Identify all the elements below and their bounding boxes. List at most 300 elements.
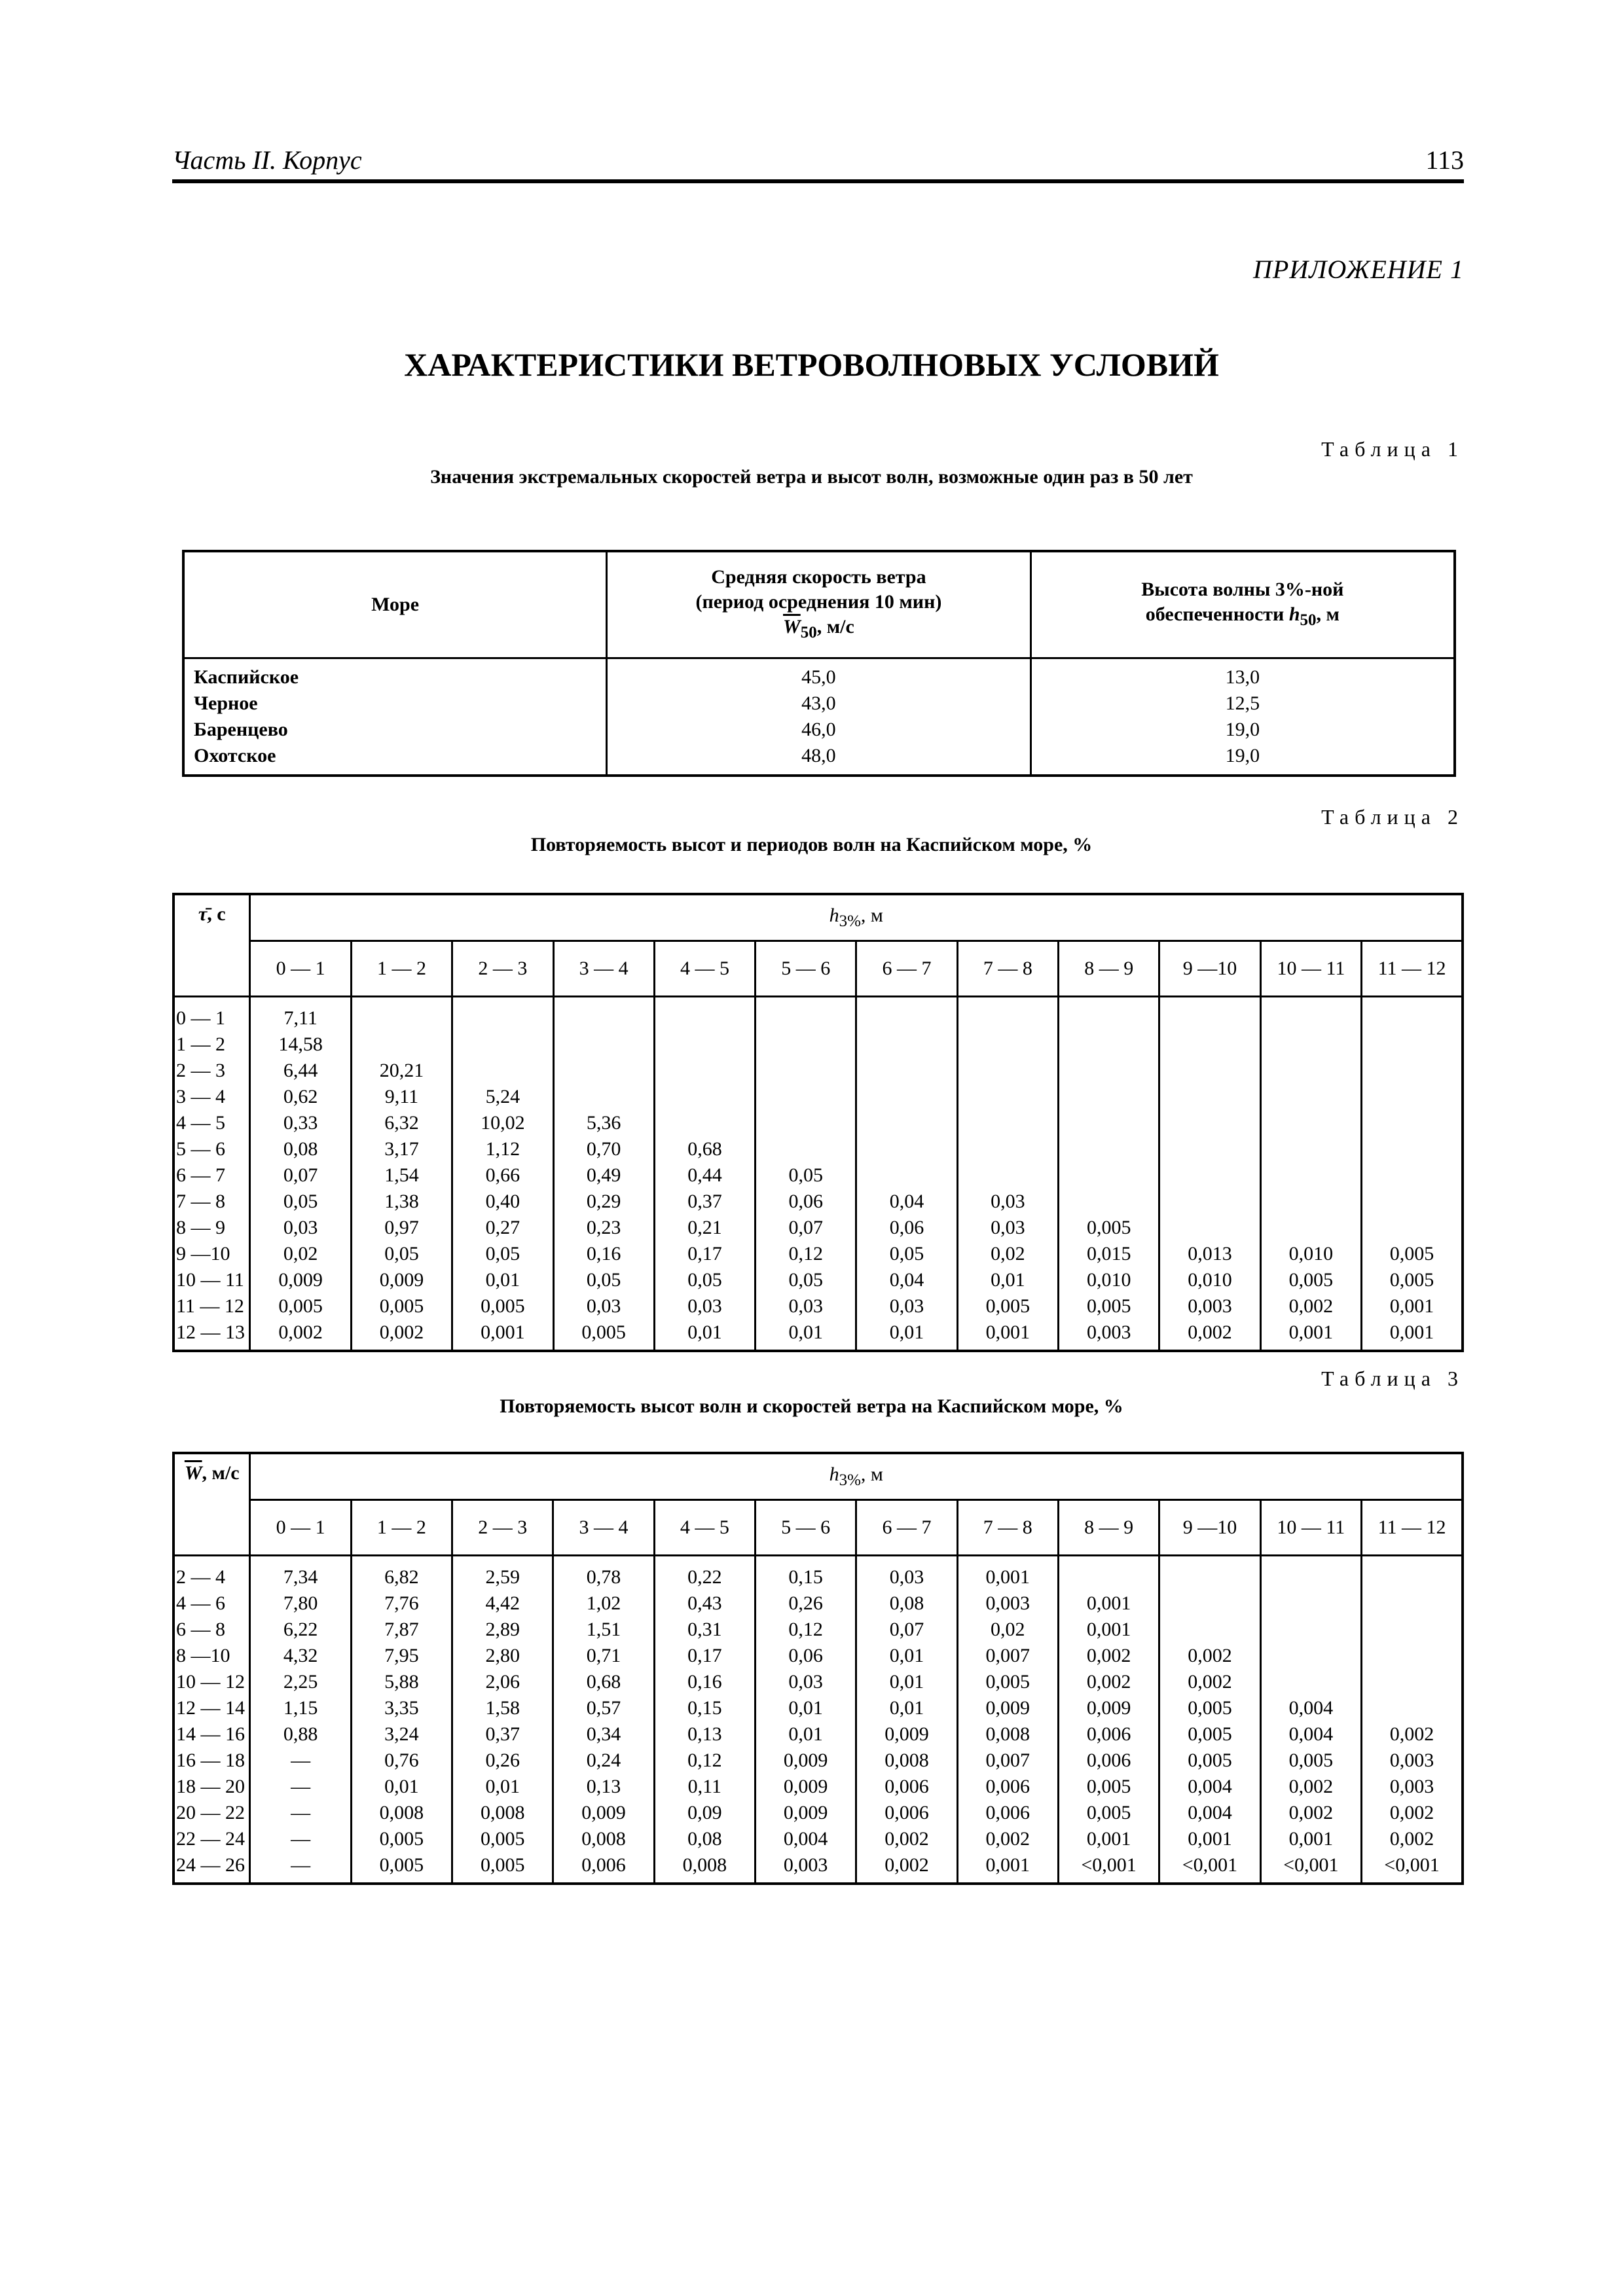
table-cell [1159, 1084, 1260, 1110]
table-cell: 0,002 [351, 1319, 452, 1351]
height-symbol: h [829, 1463, 839, 1485]
table-cell: 0,005 [351, 1293, 452, 1319]
table-cell: 0,005 [553, 1319, 654, 1351]
table-cell [553, 1031, 654, 1058]
table2-range-row [173, 941, 1463, 997]
table-cell [1260, 1110, 1361, 1136]
table-cell [654, 1058, 755, 1084]
table-row [183, 743, 1455, 776]
table-cell: 0,01 [755, 1695, 856, 1721]
table-cell: 0,26 [755, 1590, 856, 1617]
height-symbol: h [829, 905, 839, 926]
table-cell: <0,001 [1260, 1852, 1361, 1884]
table-cell: 0,01 [957, 1267, 1058, 1293]
row-range-label: 12 — 14 [173, 1695, 250, 1721]
table-cell: 0,001 [1260, 1826, 1361, 1852]
table1 [182, 550, 1456, 777]
height-subscript: 3% [839, 912, 861, 930]
table-cell: 0,006 [856, 1800, 957, 1826]
table-cell: 0,12 [654, 1748, 755, 1774]
table-row [173, 1800, 1463, 1826]
table-cell: 0,44 [654, 1162, 755, 1189]
table3-label: Таблица 3 [1321, 1367, 1464, 1390]
table-cell: 0,01 [856, 1643, 957, 1669]
table-cell [1059, 1084, 1159, 1110]
table-cell [351, 997, 452, 1032]
table-cell [1260, 1136, 1361, 1162]
table-cell: 1,02 [553, 1590, 654, 1617]
height-unit: , м [860, 905, 883, 926]
table-cell: 7,80 [250, 1590, 351, 1617]
table-row [173, 1058, 1463, 1084]
table-cell [756, 1031, 856, 1058]
row-range-label: 3 — 4 [173, 1084, 250, 1110]
wind-value: 46,0 [607, 717, 1031, 743]
table-cell: 2,89 [452, 1617, 553, 1643]
table-cell: 0,05 [553, 1267, 654, 1293]
wave-value: 12,5 [1030, 691, 1455, 717]
table-cell: 0,003 [755, 1852, 856, 1884]
table-cell: 0,010 [1260, 1241, 1361, 1267]
table-cell: 0,010 [1059, 1267, 1159, 1293]
table-cell: 10,02 [452, 1110, 553, 1136]
table-cell: 0,01 [856, 1669, 957, 1695]
table-cell [1059, 1031, 1159, 1058]
table2-corner-header [173, 894, 250, 997]
table-cell: 0,004 [1159, 1774, 1260, 1800]
table-cell: 0,001 [1362, 1293, 1463, 1319]
table-cell: 0,002 [1058, 1643, 1159, 1669]
table1-header-row [183, 551, 1455, 658]
table-cell: 0,009 [856, 1721, 957, 1748]
table-row [173, 1617, 1463, 1643]
table3-height-header [250, 1453, 1463, 1500]
table-cell: 0,68 [654, 1136, 755, 1162]
table-cell [856, 1162, 957, 1189]
table-cell: 3,35 [351, 1695, 452, 1721]
table-cell: 0,008 [553, 1826, 654, 1852]
table-cell: 0,006 [856, 1774, 957, 1800]
table-cell: 0,001 [1058, 1826, 1159, 1852]
height-range-header: 0 — 1 [250, 1500, 351, 1556]
table-cell: 0,001 [1159, 1826, 1260, 1852]
table-cell: 0,013 [1159, 1241, 1260, 1267]
table-cell [452, 1031, 553, 1058]
table-cell: 0,27 [452, 1215, 553, 1241]
table-cell: 0,01 [856, 1319, 957, 1351]
table-cell [1362, 1215, 1463, 1241]
table-cell: 0,003 [1159, 1293, 1260, 1319]
table-cell: 0,04 [856, 1189, 957, 1215]
table-row [183, 658, 1455, 691]
table-cell: 0,29 [553, 1189, 654, 1215]
sea-name: Каспийское [183, 658, 607, 691]
table-row [173, 1826, 1463, 1852]
page-number: 113 [1425, 145, 1464, 175]
table-row [173, 997, 1463, 1032]
table-cell [957, 1031, 1058, 1058]
table-cell [1362, 1669, 1463, 1695]
table-row [183, 717, 1455, 743]
height-range-header: 3 — 4 [553, 941, 654, 997]
table-row [173, 1319, 1463, 1351]
table-cell [1159, 1136, 1260, 1162]
table-cell [654, 1110, 755, 1136]
table-cell [351, 1031, 452, 1058]
table-cell: 0,34 [553, 1721, 654, 1748]
table-cell [1059, 1189, 1159, 1215]
table-cell: 0,002 [250, 1319, 351, 1351]
table-cell: 0,005 [1362, 1241, 1463, 1267]
table-cell [1362, 1617, 1463, 1643]
wind-subscript: 50 [800, 623, 817, 641]
table-cell: 0,005 [250, 1293, 351, 1319]
table-cell: 0,12 [755, 1617, 856, 1643]
height-range-header: 3 — 4 [553, 1500, 654, 1556]
table-cell: 0,002 [1362, 1826, 1463, 1852]
row-range-label: 24 — 26 [173, 1852, 250, 1884]
table-cell: 0,002 [856, 1852, 957, 1884]
table-cell: 0,97 [351, 1215, 452, 1241]
table-cell [654, 997, 755, 1032]
table-cell: 0,009 [553, 1800, 654, 1826]
table-cell: 0,16 [654, 1669, 755, 1695]
table-cell: 6,82 [351, 1556, 452, 1591]
table-cell: 0,01 [452, 1774, 553, 1800]
table-row [173, 1590, 1463, 1617]
table-cell: 0,005 [1159, 1721, 1260, 1748]
table-cell [452, 1058, 553, 1084]
table-cell: 4,32 [250, 1643, 351, 1669]
running-header-title: Часть II. Корпус [172, 145, 362, 175]
row-range-label: 14 — 16 [173, 1721, 250, 1748]
table-cell [1260, 1669, 1361, 1695]
table-cell: 20,21 [351, 1058, 452, 1084]
height-range-header: 9 —10 [1159, 941, 1260, 997]
table-cell: 0,005 [452, 1293, 553, 1319]
table-cell [1159, 1590, 1260, 1617]
table-row [173, 1695, 1463, 1721]
table-cell: 0,01 [452, 1267, 553, 1293]
table1-col-wave-line1: Высота волны 3%-ной [1141, 578, 1344, 600]
table-cell [1260, 1643, 1361, 1669]
table-cell [1260, 1617, 1361, 1643]
table-cell: — [250, 1774, 351, 1800]
row-range-label: 10 — 12 [173, 1669, 250, 1695]
table-cell: 0,002 [957, 1826, 1058, 1852]
table-cell: <0,001 [1159, 1852, 1260, 1884]
table-cell: 0,33 [250, 1110, 351, 1136]
table-cell: 0,88 [250, 1721, 351, 1748]
table-cell [1260, 1084, 1361, 1110]
table-cell: 0,66 [452, 1162, 553, 1189]
table-row [173, 1110, 1463, 1136]
table-cell: 0,005 [957, 1669, 1058, 1695]
table-cell: 0,005 [452, 1852, 553, 1884]
table-cell [1362, 1189, 1463, 1215]
table-row [173, 1774, 1463, 1800]
height-subscript: 3% [839, 1471, 861, 1489]
table-cell: 0,001 [1058, 1590, 1159, 1617]
table-cell: 0,005 [1159, 1695, 1260, 1721]
table-cell [957, 1136, 1058, 1162]
table-cell: 0,001 [1260, 1319, 1361, 1351]
wind-value: 48,0 [607, 743, 1031, 776]
table-cell: 0,03 [755, 1669, 856, 1695]
height-range-header: 10 — 11 [1260, 941, 1361, 997]
table-cell: 0,001 [957, 1556, 1058, 1591]
table-cell [1059, 997, 1159, 1032]
wind-symbol: $\overline{W}$ [783, 615, 801, 637]
table-cell [1159, 1162, 1260, 1189]
table-cell [1059, 1162, 1159, 1189]
table-cell [1362, 1695, 1463, 1721]
table-cell: 3,24 [351, 1721, 452, 1748]
table-cell: 0,76 [351, 1748, 452, 1774]
table-cell: 0,002 [1159, 1669, 1260, 1695]
table-cell: 0,001 [452, 1319, 553, 1351]
row-range-label: 4 — 6 [173, 1590, 250, 1617]
table-cell: 0,05 [250, 1189, 351, 1215]
table2-header-row [173, 894, 1463, 941]
table-cell [1362, 1162, 1463, 1189]
table-cell [957, 1110, 1058, 1136]
table-row [173, 1669, 1463, 1695]
table-cell [1059, 1110, 1159, 1136]
table-cell: 5,88 [351, 1669, 452, 1695]
table-cell: 0,002 [1159, 1319, 1260, 1351]
table-cell: 0,31 [654, 1617, 755, 1643]
row-range-label: 5 — 6 [173, 1136, 250, 1162]
table-row [173, 1721, 1463, 1748]
table-cell: 0,002 [1159, 1643, 1260, 1669]
table-cell [553, 997, 654, 1032]
table-cell [1159, 1031, 1260, 1058]
table-cell: 0,008 [351, 1800, 452, 1826]
row-range-label: 2 — 3 [173, 1058, 250, 1084]
table-cell: 0,03 [957, 1215, 1058, 1241]
table-cell: 0,78 [553, 1556, 654, 1591]
table-row [173, 1136, 1463, 1162]
table-cell: 0,005 [957, 1293, 1058, 1319]
height-range-header: 11 — 12 [1362, 1500, 1463, 1556]
table-cell: 0,008 [452, 1800, 553, 1826]
table-cell: 0,015 [1059, 1241, 1159, 1267]
height-range-header: 7 — 8 [957, 1500, 1058, 1556]
table-cell: 0,03 [553, 1293, 654, 1319]
table-cell: 0,09 [654, 1800, 755, 1826]
table3-range-row [173, 1500, 1463, 1556]
table-cell: 9,11 [351, 1084, 452, 1110]
wave-value: 19,0 [1030, 743, 1455, 776]
table-cell: 5,36 [553, 1110, 654, 1136]
table-cell: 1,12 [452, 1136, 553, 1162]
table1-col-wind-line1: Средняя скорость ветра [711, 565, 926, 588]
table-cell [957, 1162, 1058, 1189]
height-range-header: 7 — 8 [957, 941, 1058, 997]
height-range-header: 5 — 6 [756, 941, 856, 997]
row-range-label: 11 — 12 [173, 1293, 250, 1319]
table1-col-wave [1030, 551, 1455, 658]
wind-value: 45,0 [607, 658, 1031, 691]
table-cell: 0,003 [1362, 1748, 1463, 1774]
table-cell: 0,004 [755, 1826, 856, 1852]
sea-name: Баренцево [183, 717, 607, 743]
row-range-label: 4 — 5 [173, 1110, 250, 1136]
table-cell: 0,010 [1159, 1267, 1260, 1293]
table-cell: 0,005 [1260, 1748, 1361, 1774]
table-cell: 0,02 [250, 1241, 351, 1267]
table-cell: 0,15 [755, 1556, 856, 1591]
table-cell [856, 997, 957, 1032]
table-cell: 14,58 [250, 1031, 351, 1058]
table-cell: 0,005 [1159, 1748, 1260, 1774]
sea-name: Охотское [183, 743, 607, 776]
table-cell [553, 1058, 654, 1084]
table-cell [1260, 1590, 1361, 1617]
table-cell: 0,004 [1159, 1800, 1260, 1826]
table-cell: 0,24 [553, 1748, 654, 1774]
table-cell [553, 1084, 654, 1110]
table-cell [856, 1110, 957, 1136]
table-cell [1159, 1058, 1260, 1084]
table-cell: 4,42 [452, 1590, 553, 1617]
table-cell: 0,005 [1058, 1774, 1159, 1800]
table1-label: Таблица 1 [1321, 437, 1464, 461]
row-range-label: 8 — 9 [173, 1215, 250, 1241]
table-row [173, 1084, 1463, 1110]
table-cell [1362, 1590, 1463, 1617]
table-cell: 1,51 [553, 1617, 654, 1643]
table-cell [856, 1058, 957, 1084]
table1-col-wind [607, 551, 1031, 658]
table-cell: 0,16 [553, 1241, 654, 1267]
appendix-label: ПРИЛОЖЕНИЕ 1 [1253, 255, 1464, 284]
table-cell [957, 997, 1058, 1032]
table-cell: 0,71 [553, 1643, 654, 1669]
table-cell: 0,001 [957, 1319, 1058, 1351]
table-cell [1159, 1110, 1260, 1136]
table-cell: 0,005 [1362, 1267, 1463, 1293]
table-cell: — [250, 1748, 351, 1774]
table-cell [654, 1031, 755, 1058]
table-cell: 0,002 [1058, 1669, 1159, 1695]
table-cell: 0,17 [654, 1241, 755, 1267]
wave-value: 19,0 [1030, 717, 1455, 743]
table-cell: 0,70 [553, 1136, 654, 1162]
height-range-header: 8 — 9 [1059, 941, 1159, 997]
table-cell: 0,03 [250, 1215, 351, 1241]
table-cell: 0,006 [1058, 1748, 1159, 1774]
table-cell: 0,12 [756, 1241, 856, 1267]
table-cell: 5,24 [452, 1084, 553, 1110]
period-symbol: τ̄ [198, 903, 208, 925]
table-cell: 2,80 [452, 1643, 553, 1669]
table3 [172, 1452, 1464, 1885]
row-range-label: 0 — 1 [173, 997, 250, 1032]
table-cell: 0,01 [351, 1774, 452, 1800]
table-cell [452, 997, 553, 1032]
table-cell [756, 1084, 856, 1110]
row-range-label: 8 —10 [173, 1643, 250, 1669]
height-range-header: 10 — 11 [1260, 1500, 1361, 1556]
wind-speed-symbol: $\overline{W}$ [184, 1462, 202, 1484]
table-cell: 0,21 [654, 1215, 755, 1241]
height-range-header: 0 — 1 [250, 941, 351, 997]
table-cell: 0,43 [654, 1590, 755, 1617]
table-row [173, 1215, 1463, 1241]
table-cell: 0,05 [452, 1241, 553, 1267]
table-cell: 0,17 [654, 1643, 755, 1669]
table-cell [756, 1136, 856, 1162]
table-cell: 0,003 [1059, 1319, 1159, 1351]
row-range-label: 10 — 11 [173, 1267, 250, 1293]
table-cell [856, 1136, 957, 1162]
table-cell: 1,15 [250, 1695, 351, 1721]
table-cell: 0,009 [351, 1267, 452, 1293]
table-cell: 0,23 [553, 1215, 654, 1241]
table-row [173, 1162, 1463, 1189]
table-cell: 0,06 [756, 1189, 856, 1215]
wind-value: 43,0 [607, 691, 1031, 717]
table-row [173, 1031, 1463, 1058]
table-row [173, 1748, 1463, 1774]
table-cell: 0,005 [1260, 1267, 1361, 1293]
table-cell: 0,05 [856, 1241, 957, 1267]
table-cell [1260, 1058, 1361, 1084]
table-cell: 0,11 [654, 1774, 755, 1800]
table-cell [856, 1084, 957, 1110]
table-cell: 0,15 [654, 1695, 755, 1721]
table-cell: 0,26 [452, 1748, 553, 1774]
table-cell: 7,76 [351, 1590, 452, 1617]
table-cell [1059, 1136, 1159, 1162]
table-cell: 0,05 [756, 1162, 856, 1189]
row-range-label: 16 — 18 [173, 1748, 250, 1774]
table-cell [1362, 997, 1463, 1032]
row-range-label: 2 — 4 [173, 1556, 250, 1591]
table-cell [1362, 1031, 1463, 1058]
table-row [173, 1267, 1463, 1293]
table-row [173, 1643, 1463, 1669]
table-cell: 0,009 [755, 1748, 856, 1774]
table-cell: 0,01 [856, 1695, 957, 1721]
table-cell: 0,009 [250, 1267, 351, 1293]
row-range-label: 12 — 13 [173, 1319, 250, 1351]
table-cell [957, 1058, 1058, 1084]
table-cell: 0,03 [957, 1189, 1058, 1215]
table-cell [1362, 1556, 1463, 1591]
height-range-header: 2 — 3 [452, 941, 553, 997]
table-cell: 0,05 [756, 1267, 856, 1293]
table-cell [1159, 1215, 1260, 1241]
wave-value: 13,0 [1030, 658, 1455, 691]
table2-caption: Повторяемость высот и периодов волн на Каспийском море, % [530, 834, 1093, 855]
table-cell: 0,03 [756, 1293, 856, 1319]
table-cell: 1,38 [351, 1189, 452, 1215]
table-cell: 0,007 [957, 1748, 1058, 1774]
wind-speed-unit: , м/с [202, 1462, 240, 1484]
table-cell [1059, 1058, 1159, 1084]
height-range-header: 9 —10 [1159, 1500, 1260, 1556]
table-cell: 0,008 [957, 1721, 1058, 1748]
table-cell: 3,17 [351, 1136, 452, 1162]
table-cell: 0,006 [957, 1774, 1058, 1800]
row-range-label: 1 — 2 [173, 1031, 250, 1058]
row-range-label: 20 — 22 [173, 1800, 250, 1826]
table-cell [756, 997, 856, 1032]
table-cell: 0,008 [856, 1748, 957, 1774]
